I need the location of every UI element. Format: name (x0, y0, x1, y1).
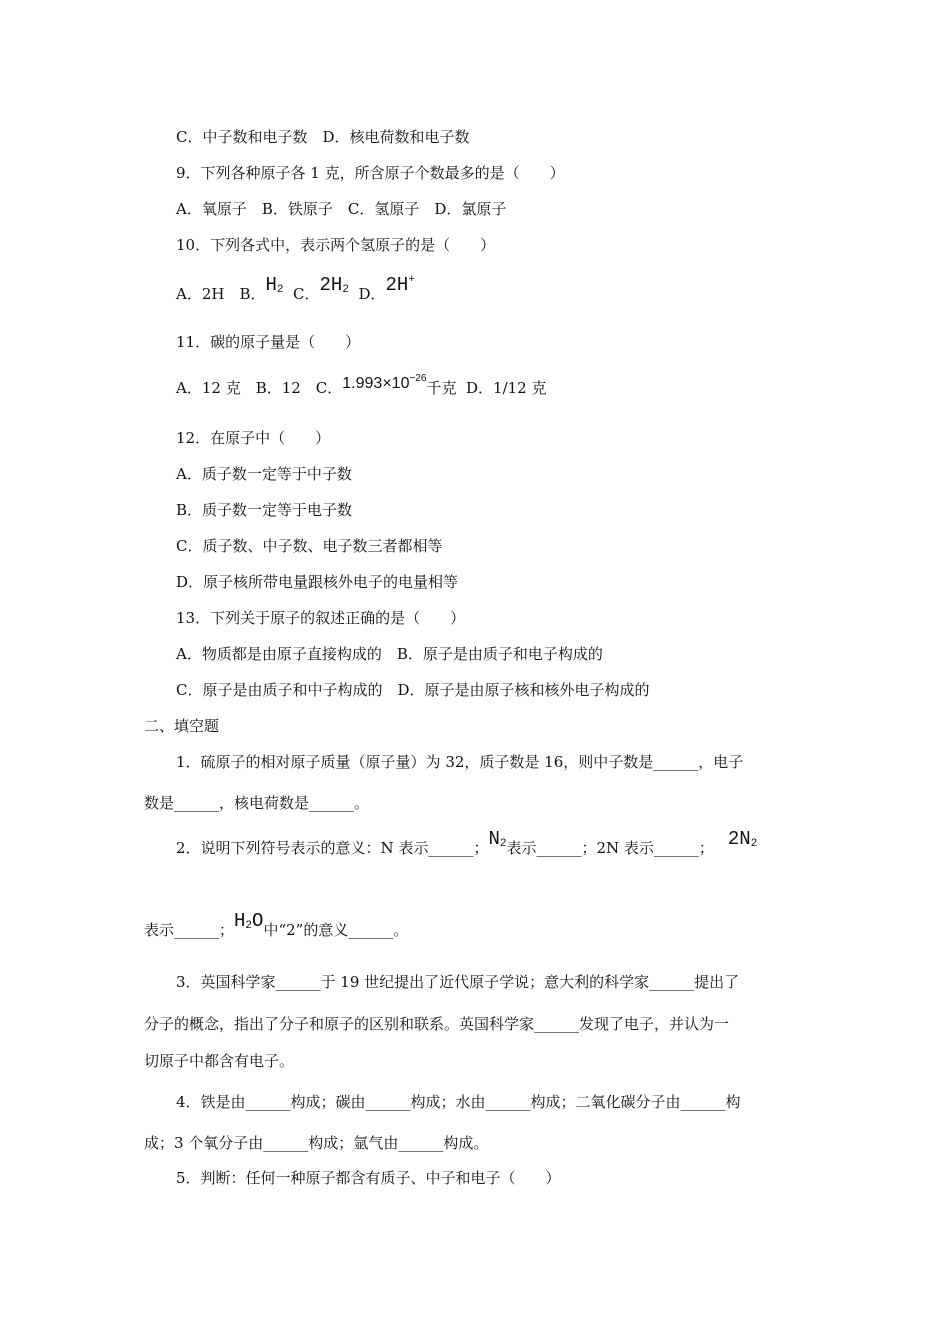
q13-stem: 13．下列关于原子的叙述正确的是（ ） (176, 609, 466, 627)
q13-options-ab: A．物质都是由原子直接构成的 B．原子是由质子和电子构成的 (176, 645, 603, 663)
q10-options (176, 274, 415, 309)
q12-option-b: B．质子数一定等于电子数 (176, 501, 353, 519)
q9-options: A．氧原子 B．铁原子 C．氢原子 D．氯原子 (176, 200, 507, 218)
q12-stem: 12．在原子中（ ） (176, 429, 331, 447)
q12-option-c: C．质子数、中子数、电子数三者都相等 (176, 537, 443, 555)
q11-options (176, 374, 546, 399)
q10-option-d-label: D． (358, 285, 386, 303)
q11-option-d: D．1/12 克 (466, 379, 547, 397)
q11-option-ab: A．12 克 B．12 C． (176, 379, 343, 397)
q10-stem: 10．下列各式中，表示两个氢原子的是（ ） (176, 236, 496, 254)
f4-line2: 成；3 个氧分子由______构成；氩气由______构成。 (144, 1134, 489, 1152)
q8-options-cd: C．中子数和电子数 D．核电荷数和电子数 (176, 128, 470, 146)
q10-option-a: A．2H B． (176, 285, 266, 303)
q9-stem: 9．下列各种原子各 1 克，所含原子个数最多的是（ ） (176, 164, 565, 182)
sci-notation: $1.993\times 10^{-26}$ (342, 373, 427, 392)
f2-line1: 2．说明下列符号表示的意义：N 表示______；$N_2$表示______；2N 表示______； $2N_2$ (176, 828, 758, 857)
q12-option-d: D．原子核所带电量跟核外电子的电量相等 (176, 573, 459, 591)
f1-line1: 1．硫原子的相对原子质量（原子量）为 32，质子数是 16，则中子数是______，电子 (176, 753, 744, 771)
formula-h2: $H_2$ (265, 274, 284, 296)
formula-2h2: $2H_2$ (319, 274, 349, 296)
formula-2h-plus: 2H+ (385, 274, 415, 296)
f1-line2: 数是______，核电荷数是______。 (144, 794, 370, 812)
q13-options-cd: C．原子是由质子和中子构成的 D．原子是由原子核和核外电子构成的 (176, 681, 650, 699)
formula-n2: $N_2$ (488, 828, 507, 850)
q11-stem: 11．碳的原子量是（ ） (176, 333, 361, 351)
f3-line2: 分子的概念，指出了分子和原子的区别和联系。英国科学家______发现了电子，并认为一 (144, 1015, 730, 1033)
q11-unit: 千克 (426, 379, 457, 397)
q12-option-a: A．质子数一定等于中子数 (176, 465, 352, 483)
f3-line1: 3．英国科学家______于 19 世纪提出了近代原子学说；意大利的科学家______提出了 (176, 973, 740, 991)
f4-line1: 4．铁是由______构成；碳由______构成；水由______构成；二氧化碳分子由______构 (176, 1093, 741, 1111)
f3-line3: 切原子中都含有电子。 (144, 1052, 295, 1070)
q10-option-c-label: C． (293, 285, 320, 303)
formula-h2o: $H_2O$ (234, 910, 264, 932)
f2-line2: 表示______；$H_2O$中“2”的意义______。 (144, 910, 409, 939)
f5-line1: 5．判断：任何一种原子都含有质子、中子和电子（ ） (176, 1169, 561, 1187)
section-title: 二、填空题 (144, 717, 220, 735)
formula-2n2: $2N_2$ (727, 828, 758, 850)
